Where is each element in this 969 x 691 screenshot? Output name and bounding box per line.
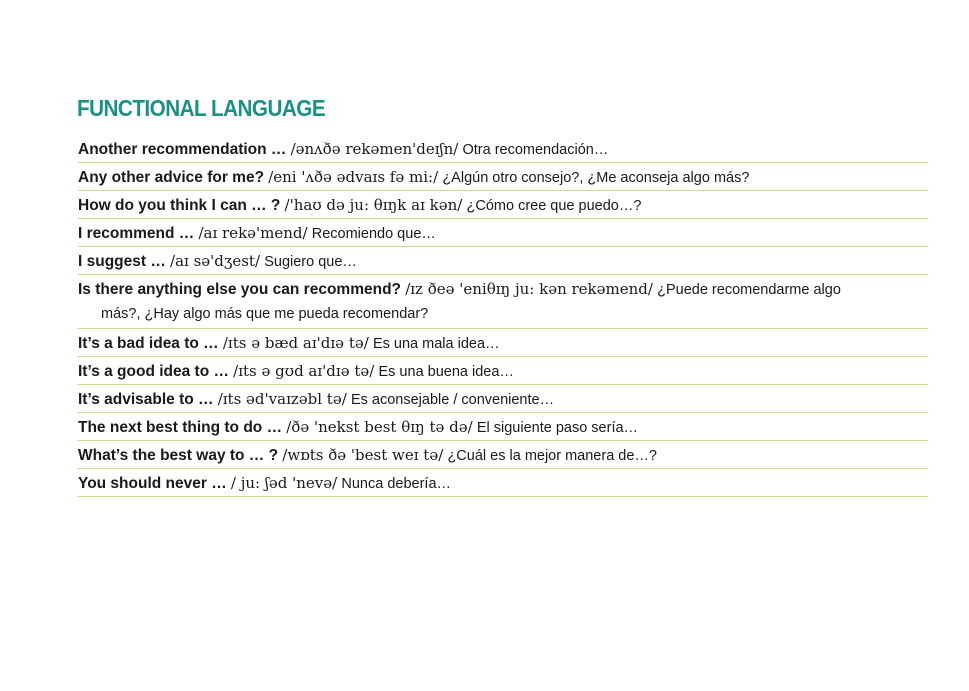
english-phrase: The next best thing to do …	[78, 419, 283, 436]
english-phrase: It’s a good idea to …	[78, 363, 229, 380]
list-item	[78, 135, 928, 163]
spanish-translation: Sugiero que…	[264, 254, 357, 270]
list-item-line	[78, 278, 928, 302]
spanish-translation: Recomiendo que…	[311, 226, 436, 242]
list-item	[78, 219, 928, 247]
list-item	[78, 191, 928, 219]
phonetic-transcription: /ɪts ə gʊd aɪ'dɪə tə/	[233, 362, 375, 380]
phonetic-transcription: /wɒts ðə 'best weɪ tə/	[282, 446, 444, 464]
spanish-translation: Es una buena idea…	[378, 364, 514, 380]
phrase-list	[78, 135, 928, 497]
spanish-translation: El siguiente paso sería…	[476, 420, 639, 436]
english-phrase: You should never …	[78, 475, 227, 492]
spanish-translation: ¿Puede recomendarme algo	[657, 282, 841, 298]
spanish-translation: Es aconsejable / conveniente…	[350, 392, 555, 408]
phonetic-transcription: /aɪ rekə'mend/	[198, 224, 308, 242]
phonetic-transcription: /aɪ sə'dʒest/	[170, 252, 261, 270]
list-item	[78, 163, 928, 191]
english-phrase: Is there anything else you can recommend?	[78, 281, 402, 298]
spanish-translation: ¿Cómo cree que puedo…?	[466, 198, 642, 214]
english-phrase: It’s a bad idea to …	[78, 335, 219, 352]
phonetic-transcription: /ɪts əd'vaɪzəbl tə/	[217, 390, 347, 408]
english-phrase: What’s the best way to … ?	[78, 447, 279, 464]
english-phrase: I suggest …	[78, 253, 166, 270]
list-item-continuation	[78, 302, 928, 326]
phonetic-transcription: /ənʌðə rekəmen'deɪʃn/	[290, 140, 459, 158]
english-phrase: How do you think I can … ?	[78, 197, 281, 214]
english-phrase: It’s advisable to …	[78, 391, 214, 408]
spanish-translation-continued: más?, ¿Hay algo más que me pueda recomendar?	[101, 306, 429, 322]
list-item	[78, 469, 928, 497]
list-item	[78, 441, 928, 469]
section-title: FUNCTIONAL LANGUAGE	[77, 95, 326, 121]
list-item	[78, 275, 928, 329]
list-item	[78, 385, 928, 413]
spanish-translation: Nunca debería…	[341, 476, 452, 492]
spanish-translation: Es una mala idea…	[372, 336, 500, 352]
spanish-translation: ¿Algún otro consejo?, ¿Me aconseja algo más?	[442, 170, 750, 186]
list-item	[78, 413, 928, 441]
list-item	[78, 357, 928, 385]
phonetic-transcription: /ɪts ə bæd aɪ'dɪə tə/	[222, 334, 369, 352]
phonetic-transcription: /eni 'ʌðə ədvaɪs fə mi:/	[268, 168, 439, 186]
phonetic-transcription: /ɪz ðeə 'eniθɪŋ ju: kən rekəmend/	[405, 280, 653, 298]
english-phrase: I recommend …	[78, 225, 195, 242]
spanish-translation: ¿Cuál es la mejor manera de…?	[447, 448, 657, 464]
list-item	[78, 247, 928, 275]
english-phrase: Any other advice for me?	[78, 169, 265, 186]
spanish-translation: Otra recomendación…	[462, 142, 609, 158]
list-item	[78, 329, 928, 357]
phonetic-transcription: / ju: ʃəd 'nevə/	[230, 474, 338, 492]
phonetic-transcription: /'haʊ də ju: θɪŋk aɪ kən/	[284, 196, 463, 214]
phonetic-transcription: /ðə 'nekst best θɪŋ tə də/	[286, 418, 473, 436]
english-phrase: Another recommendation …	[78, 141, 287, 158]
